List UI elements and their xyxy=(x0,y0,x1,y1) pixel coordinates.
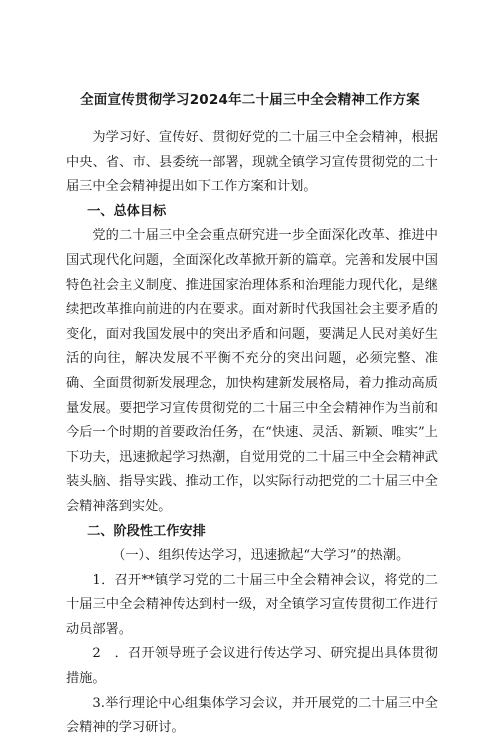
list-item-3: 3.举行理论中心组集体学习会议，并开展党的二十届三中全会精神的学习研讨。 xyxy=(66,695,438,736)
goals-paragraph: 党的二十届三中全会重点研究进一步全面深化改革、推进中国式现代化问题，全面深化改革掀开新的篇章。完善和发展中国特色社会主义制度、推进国家治理体系和治理能力现代化，是继续把改革推向前进的内在要求。面对新时代我国社会主要矛盾的变化，面对我国发展中的突出矛盾和问题，要满足人民对美好生活的向往，解决发展不平衡不充分的突出问题，必须完整、准确、全面贯彻新发展理念，加快构建新发展格局，着力推动高质量发展。要把学习宣传贯彻党的二十届三中全会精神作为当前和今后一个时期的首要政治任务，在“快速、灵活、新颖、唯实”上下功夫，迅速掀起学习热潮，自觉用党的二十届三中全会精神武装头脑、指导实践、推动工作，以实际行动把党的二十届三中全会精神落到实处。 xyxy=(66,228,438,514)
list-item-1: 1．召开**镇学习党的二十届三中全会精神会议，将党的二十届三中全会精神传达到村一级，对全镇学习宣传贯彻工作进行动员部署。 xyxy=(66,572,438,637)
intro-paragraph: 为学习好、宣传好、贯彻好党的二十届三中全会精神，根据中央、省、市、县委统一部署，现就全镇学习宣传贯彻党的二十届三中全会精神提出如下工作方案和计划。 xyxy=(66,130,438,195)
document-title: 全面宣传贯彻学习2024年二十届三中全会精神工作方案 xyxy=(80,92,420,108)
list-item-2: 2 ．召开领导班子会议进行传达学习、研究提出具体贯彻措施。 xyxy=(66,646,438,687)
section-heading-arrangements: 二、阶段性工作安排 xyxy=(87,523,206,539)
document-body xyxy=(66,126,438,741)
subsection-heading-study: （一）、组织传达学习，迅速掀起“大学习”的热潮。 xyxy=(112,548,410,564)
section-heading-goals: 一、总体目标 xyxy=(87,203,167,219)
